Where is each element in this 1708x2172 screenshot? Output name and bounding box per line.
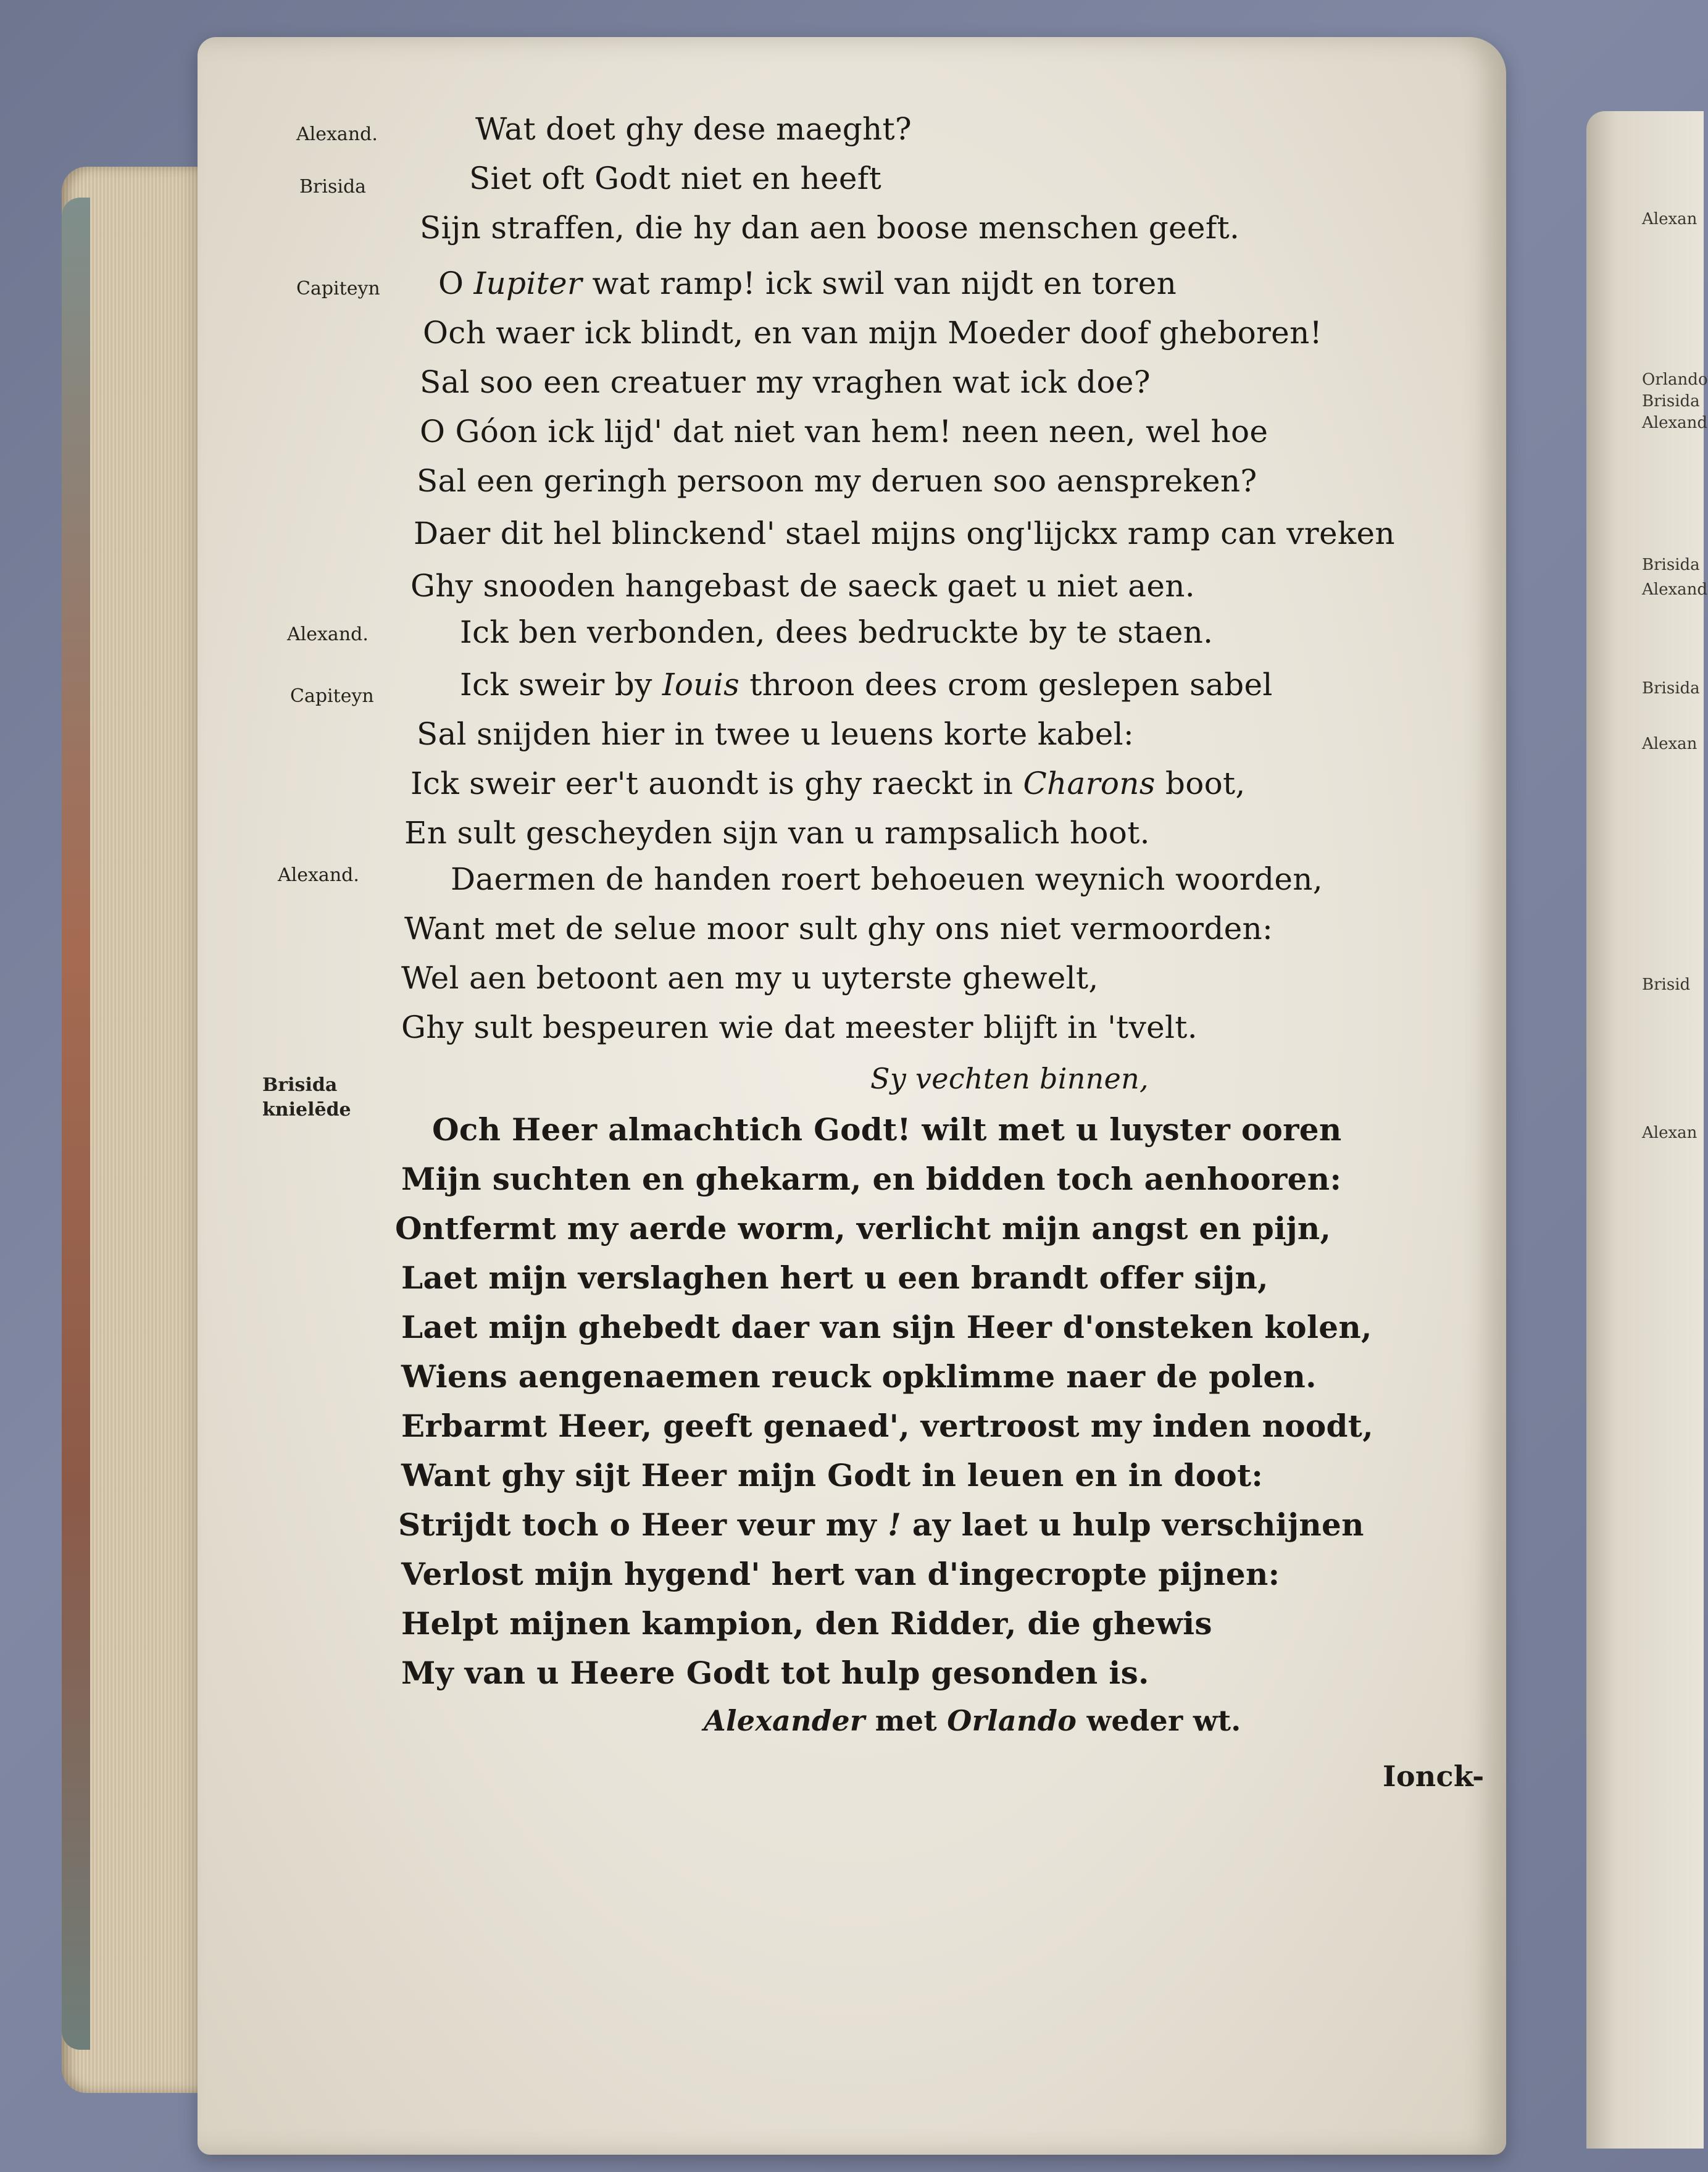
next-page-edge (1586, 111, 1708, 2149)
next-page-label: Brisida (1642, 556, 1700, 574)
verse-line: Sal snijden hier in twee u leuens korte kabel: (417, 716, 1135, 752)
next-page-label: Alexan (1642, 1124, 1698, 1142)
speaker-label: Capiteyn (290, 685, 374, 707)
speaker-label: Alexand. (287, 624, 369, 645)
verse-line: Ghy snooden hangebast de saeck gaet u niet aen. (410, 568, 1195, 604)
speaker-label: Brisida (299, 176, 367, 198)
next-page-label: Brisida (1642, 392, 1700, 411)
verse-line: Ontfermt my aerde worm, verlicht mijn angst en pijn, (395, 1210, 1331, 1247)
left-page (198, 37, 1506, 2155)
open-book (43, 37, 1708, 2155)
stage-direction: Alexander met Orlando weder wt. (704, 1704, 1241, 1737)
catchword: Ionck- (1383, 1760, 1485, 1793)
verse-line: Sijn straffen, die hy dan aen boose menschen geeft. (420, 210, 1240, 246)
verse-line: Wat doet ghy dese maeght? (475, 111, 912, 147)
verse-line: Daermen de handen roert behoeuen weynich woorden, (451, 861, 1323, 897)
next-page-label: Brisida (1642, 679, 1700, 698)
next-page-label: Alexand (1642, 580, 1708, 599)
verse-line: Daer dit hel blinckend' stael mijns ong'lijckx ramp can vreken (414, 516, 1395, 551)
verse-line: Wiens aengenaemen reuck opklimme naer de polen. (401, 1358, 1317, 1395)
verse-line: Sal een geringh persoon my deruen soo aenspreken? (417, 463, 1257, 499)
verse-line: My van u Heere Godt tot hulp gesonden is. (401, 1655, 1149, 1691)
verse-line: Helpt mijnen kampion, den Ridder, die ghewis (401, 1605, 1212, 1642)
verse-line: Want met de selue moor sult ghy ons niet vermoorden: (404, 911, 1273, 946)
binding-strip (62, 198, 90, 2050)
speaker-label: Brisida (262, 1074, 338, 1096)
verse-line: Siet oft Godt niet en heeft (469, 161, 881, 196)
speaker-label: knielēde (262, 1099, 351, 1121)
verse-line: En sult gescheyden sijn van u rampsalich hoot. (404, 815, 1150, 851)
next-page-label: Orlando (1642, 370, 1708, 389)
stage-direction: Sy vechten binnen, (870, 1062, 1149, 1095)
next-page-label: Alexan (1642, 210, 1698, 228)
verse-line: Erbarmt Heer, geeft genaed', vertroost my inden noodt, (401, 1408, 1373, 1444)
next-page-label: Alexand (1642, 414, 1708, 432)
speaker-label: Alexand. (278, 864, 359, 886)
verse-line: Laet mijn verslaghen hert u een brandt offer sijn, (401, 1259, 1269, 1296)
verse-line: Ick sweir by Iouis throon dees crom geslepen sabel (460, 667, 1273, 703)
speaker-label: Capiteyn (296, 278, 380, 299)
verse-line: Wel aen betoont aen my u uyterste ghewelt, (401, 960, 1099, 996)
verse-line: Sal soo een creatuer my vraghen wat ick doe? (420, 364, 1151, 400)
verse-line: Verlost mijn hygend' hert van d'ingecropte pijnen: (401, 1556, 1280, 1592)
next-page-label: Brisid (1642, 975, 1691, 994)
verse-line: Ick ben verbonden, dees bedruckte by te staen. (460, 614, 1214, 650)
verse-line: O Góon ick lijd' dat niet van hem! neen neen, wel hoe (420, 414, 1269, 449)
speaker-label: Alexand. (296, 123, 378, 145)
verse-line: O Iupiter wat ramp! ick swil van nijdt en toren (438, 265, 1177, 301)
verse-line: Strijdt toch o Heer veur my ! ay laet u hulp verschijnen (398, 1506, 1364, 1543)
verse-line: Laet mijn ghebedt daer van sijn Heer d'onsteken kolen, (401, 1309, 1372, 1345)
verse-line: Want ghy sijt Heer mijn Godt in leuen en in doot: (401, 1457, 1264, 1493)
verse-line: Ick sweir eer't auondt is ghy raeckt in Charons boot, (410, 766, 1246, 801)
next-page-label: Alexan (1642, 735, 1698, 753)
verse-line: Och waer ick blindt, en van mijn Moeder doof gheboren! (423, 315, 1322, 351)
verse-line: Ghy sult bespeuren wie dat meester blijft in 'tvelt. (401, 1009, 1198, 1045)
verse-line: Och Heer almachtich Godt! wilt met u luyster ooren (432, 1111, 1342, 1148)
verse-line: Mijn suchten en ghekarm, en bidden toch aenhooren: (401, 1161, 1342, 1197)
